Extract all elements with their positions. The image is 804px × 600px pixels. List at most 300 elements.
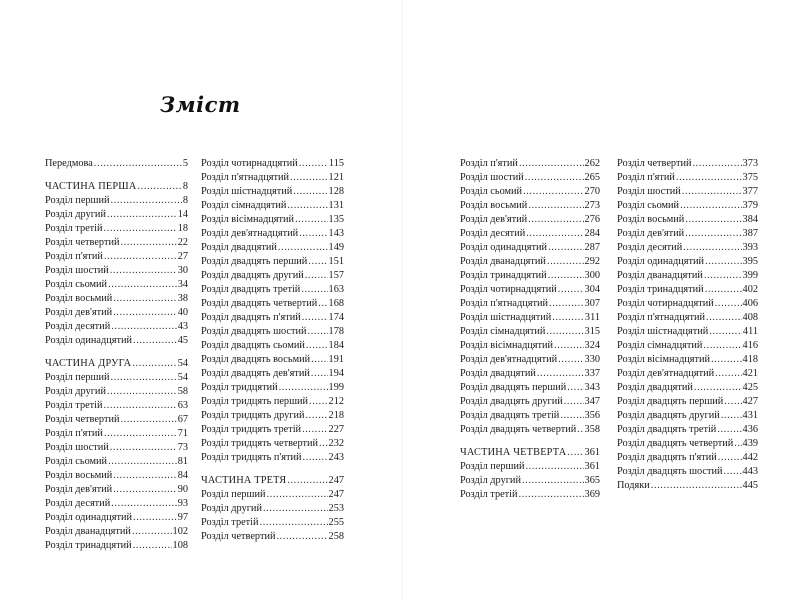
toc-entry[interactable] [201, 451, 344, 465]
toc-entry-page-number: 258 [328, 531, 344, 542]
toc-entry[interactable] [460, 269, 600, 283]
toc-entry-label: Розділ тринадцятий [617, 284, 704, 295]
toc-entry-page-number: 373 [742, 158, 758, 169]
toc-entry[interactable] [201, 297, 344, 311]
dot-leader [108, 455, 177, 469]
dot-leader [111, 497, 176, 511]
toc-entry[interactable] [45, 511, 188, 525]
toc-entry-label: Розділ другий [460, 475, 521, 486]
dot-leader [311, 353, 327, 367]
toc-entry-page-number: 330 [584, 354, 600, 365]
toc-entry[interactable] [45, 208, 188, 222]
toc-entry-label: Розділ дев'ятнадцятий [460, 354, 558, 365]
toc-entry-label: Розділ двадцять другий [201, 270, 304, 281]
toc-entry-page-number: 14 [177, 209, 188, 220]
toc-entry-page-number: 399 [742, 270, 758, 281]
toc-entry-label: Розділ десятий [45, 498, 111, 509]
dot-leader [577, 423, 583, 437]
toc-entry-page-number: 143 [328, 228, 344, 239]
toc-entry-label: Розділ дванадцятий [617, 270, 703, 281]
toc-entry-page-number: 128 [328, 186, 344, 197]
dot-leader [724, 395, 741, 409]
toc-entry-page-number: 67 [177, 414, 188, 425]
toc-entry-page-number: 199 [328, 382, 344, 393]
toc-entry[interactable] [201, 185, 344, 199]
dot-leader [276, 530, 327, 544]
toc-entry[interactable] [617, 255, 758, 269]
toc-entry[interactable] [45, 525, 188, 539]
toc-entry[interactable] [617, 395, 758, 409]
toc-entry-page-number: 102 [172, 526, 188, 537]
toc-entry[interactable] [617, 171, 758, 185]
dot-leader [113, 469, 176, 483]
toc-entry-page-number: 191 [328, 354, 344, 365]
toc-entry[interactable] [45, 236, 188, 250]
toc-entry-page-number: 38 [177, 293, 188, 304]
toc-entry-label: Розділ четвертий [617, 158, 692, 169]
toc-entry[interactable] [45, 441, 188, 455]
toc-entry-page-number: 411 [742, 326, 758, 337]
dot-leader [692, 157, 741, 171]
dot-leader [308, 255, 327, 269]
toc-entry[interactable] [617, 339, 758, 353]
toc-entry[interactable] [45, 469, 188, 483]
toc-entry-page-number: 163 [328, 284, 344, 295]
toc-entry[interactable] [460, 474, 600, 488]
toc-entry-page-number: 247 [328, 475, 344, 486]
dot-leader [279, 381, 328, 395]
dot-leader [685, 227, 741, 241]
dot-leader [104, 222, 177, 236]
toc-entry[interactable] [201, 516, 344, 530]
toc-entry-page-number: 416 [742, 340, 758, 351]
toc-entry[interactable] [45, 385, 188, 399]
toc-entry-label: Розділ двадцять шостий [617, 466, 723, 477]
toc-entry-label: Розділ двадцять четвертий [201, 298, 318, 309]
toc-entry-page-number: 168 [328, 298, 344, 309]
toc-entry[interactable] [617, 185, 758, 199]
toc-entry[interactable] [617, 437, 758, 451]
toc-entry-label: Розділ двадцять перший [617, 396, 724, 407]
toc-entry[interactable] [617, 423, 758, 437]
toc-entry-label: Розділ вісімнадцятий [201, 214, 295, 225]
toc-entry[interactable] [201, 283, 344, 297]
toc-entry[interactable] [45, 222, 188, 236]
toc-entry-page-number: 402 [742, 284, 758, 295]
toc-entry[interactable] [45, 455, 188, 469]
toc-entry-page-number: 178 [328, 326, 344, 337]
toc-entry-label: Розділ сьомий [460, 186, 523, 197]
dot-leader [519, 488, 584, 502]
toc-entry-page-number: 384 [742, 214, 758, 225]
dot-leader [113, 306, 177, 320]
dot-leader [302, 423, 327, 437]
toc-entry[interactable] [201, 339, 344, 353]
toc-entry-page-number: 284 [584, 228, 600, 239]
toc-entry[interactable] [460, 325, 600, 339]
toc-entry-page-number: 108 [172, 540, 188, 551]
toc-entry-label: Розділ дванадцятий [460, 256, 546, 267]
toc-entry[interactable] [617, 199, 758, 213]
page-gutter [401, 0, 403, 600]
dot-leader [683, 241, 741, 255]
toc-entry[interactable] [201, 325, 344, 339]
toc-entry[interactable] [45, 250, 188, 264]
dot-leader [711, 353, 741, 367]
toc-entry-page-number: 439 [742, 438, 758, 449]
dot-leader [133, 511, 177, 525]
toc-entry[interactable] [201, 269, 344, 283]
toc-entry-label: Розділ чотирнадцятий [201, 158, 298, 169]
toc-entry-page-number: 387 [742, 228, 758, 239]
dot-leader [546, 325, 583, 339]
toc-entry-page-number: 54 [177, 358, 188, 369]
dot-leader [548, 269, 584, 283]
toc-entry[interactable] [617, 157, 758, 171]
toc-part-heading[interactable] [201, 474, 344, 488]
toc-entry[interactable] [617, 465, 758, 479]
dot-leader [120, 236, 176, 250]
dot-leader [306, 339, 328, 353]
toc-entry-label: Розділ двадцятий [617, 382, 693, 393]
toc-entry[interactable] [460, 339, 600, 353]
toc-entry-page-number: 253 [328, 503, 344, 514]
toc-entry[interactable] [617, 227, 758, 241]
toc-entry[interactable] [201, 437, 344, 451]
toc-entry-label: Розділ двадцять другий [460, 396, 563, 407]
toc-entry[interactable] [460, 367, 600, 381]
toc-entry[interactable] [460, 213, 600, 227]
dot-leader [706, 311, 742, 325]
toc-entry-label: Розділ третій [45, 400, 103, 411]
toc-entry-page-number: 40 [177, 307, 188, 318]
toc-entry[interactable] [45, 497, 188, 511]
toc-entry-page-number: 194 [328, 368, 344, 379]
toc-entry[interactable] [45, 306, 188, 320]
dot-leader [260, 516, 328, 530]
toc-entry[interactable] [201, 530, 344, 544]
dot-leader [548, 241, 584, 255]
toc-entry-page-number: 276 [584, 214, 600, 225]
toc-entry-label: Розділ сімнадцятий [617, 340, 703, 351]
toc-entry[interactable] [617, 353, 758, 367]
toc-entry-label: Розділ двадцять другий [617, 410, 720, 421]
toc-entry[interactable] [45, 413, 188, 427]
toc-entry-label: Розділ другий [201, 503, 262, 514]
page-title: Зміст [160, 92, 241, 117]
toc-entry[interactable] [617, 283, 758, 297]
dot-leader [107, 385, 177, 399]
toc-entry-page-number: 442 [742, 452, 758, 463]
toc-entry-page-number: 262 [584, 158, 600, 169]
toc-entry-label: Розділ тринадцятий [460, 270, 547, 281]
dot-leader [717, 423, 741, 437]
dot-leader [651, 479, 742, 493]
toc-entry-label: Розділ чотирнадцятий [460, 284, 557, 295]
toc-entry[interactable] [460, 423, 600, 437]
toc-entry[interactable] [45, 292, 188, 306]
toc-entry[interactable] [460, 460, 600, 474]
toc-entry-label: ЧАСТИНА ПЕРША [45, 181, 137, 192]
toc-entry[interactable] [460, 185, 600, 199]
dot-leader [311, 367, 328, 381]
toc-entry[interactable] [460, 227, 600, 241]
toc-entry-page-number: 369 [584, 489, 600, 500]
toc-entry-page-number: 265 [584, 172, 600, 183]
toc-entry[interactable] [45, 334, 188, 348]
toc-entry[interactable] [617, 311, 758, 325]
toc-entry[interactable] [45, 483, 188, 497]
toc-entry-label: Розділ одинадцятий [45, 512, 133, 523]
toc-entry[interactable] [201, 157, 344, 171]
toc-entry[interactable] [45, 157, 188, 171]
toc-entry-label: Розділ двадцять шостий [201, 326, 307, 337]
toc-entry-label: Розділ шістнадцятий [617, 326, 709, 337]
toc-entry[interactable] [617, 325, 758, 339]
toc-part-heading[interactable] [45, 180, 188, 194]
toc-entry-page-number: 255 [328, 517, 344, 528]
toc-entry-page-number: 121 [328, 172, 344, 183]
toc-entry-page-number: 443 [742, 466, 758, 477]
toc-entry-page-number: 307 [584, 298, 600, 309]
toc-entry-label: Розділ шостий [617, 186, 681, 197]
toc-column-1 [45, 157, 188, 553]
toc-entry-label: Розділ тридцять другий [201, 410, 305, 421]
toc-entry-label: Розділ шістнадцятий [460, 312, 552, 323]
toc-entry-label: Розділ двадцять перший [201, 256, 308, 267]
toc-entry[interactable] [617, 479, 758, 493]
toc-entry-page-number: 421 [742, 368, 758, 379]
toc-entry-label: Розділ восьмий [45, 293, 113, 304]
dot-leader [133, 334, 177, 348]
toc-entry[interactable] [460, 488, 600, 502]
dot-leader [94, 157, 182, 171]
toc-entry[interactable] [460, 381, 600, 395]
toc-entry[interactable] [460, 353, 600, 367]
toc-entry-label: Розділ третій [45, 223, 103, 234]
toc-entry-label: Розділ п'ятий [45, 251, 103, 262]
toc-entry-page-number: 93 [177, 498, 188, 509]
toc-entry-page-number: 135 [328, 214, 344, 225]
toc-entry[interactable] [201, 395, 344, 409]
dot-leader [309, 395, 328, 409]
dot-leader [523, 185, 583, 199]
toc-entry-label: Розділ перший [45, 195, 110, 206]
toc-entry-label: Розділ тридцять перший [201, 396, 309, 407]
toc-entry-page-number: 27 [177, 251, 188, 262]
toc-entry-label: Розділ одинадцятий [617, 256, 705, 267]
toc-entry-label: Розділ дев'ятий [460, 214, 528, 225]
toc-entry[interactable] [201, 353, 344, 367]
toc-entry-label: Розділ четвертий [45, 414, 120, 425]
toc-entry[interactable] [617, 241, 758, 255]
toc-entry[interactable] [45, 539, 188, 553]
dot-leader [558, 283, 584, 297]
toc-entry-page-number: 18 [177, 223, 188, 234]
dot-leader [299, 227, 327, 241]
toc-entry[interactable] [201, 423, 344, 437]
toc-entry[interactable] [617, 269, 758, 283]
dot-leader [287, 199, 327, 213]
toc-entry[interactable] [460, 199, 600, 213]
toc-entry[interactable] [45, 427, 188, 441]
toc-entry-label: Розділ одинадцятий [460, 242, 548, 253]
dot-leader [718, 451, 742, 465]
toc-entry-label: Розділ дев'ятий [45, 307, 113, 318]
dot-leader [537, 367, 584, 381]
toc-entry[interactable] [201, 213, 344, 227]
toc-entry-page-number: 343 [584, 382, 600, 393]
dot-leader [567, 446, 583, 460]
toc-entry[interactable] [45, 278, 188, 292]
toc-entry[interactable] [460, 255, 600, 269]
toc-entry-label: Подяки [617, 480, 650, 491]
toc-entry-label: Розділ сімнадцятий [460, 326, 546, 337]
dot-leader [308, 325, 328, 339]
toc-entry-page-number: 174 [328, 312, 344, 323]
toc-entry-page-number: 292 [584, 256, 600, 267]
toc-entry-page-number: 379 [742, 200, 758, 211]
toc-entry[interactable] [460, 283, 600, 297]
toc-entry-page-number: 445 [742, 480, 758, 491]
toc-entry-label: Розділ двадцять п'ятий [617, 452, 717, 463]
toc-entry-page-number: 81 [177, 456, 188, 467]
dot-leader [547, 255, 584, 269]
toc-entry[interactable] [617, 451, 758, 465]
toc-entry-page-number: 54 [177, 372, 188, 383]
toc-entry[interactable] [201, 367, 344, 381]
toc-entry-label: Розділ тридцять четвертий [201, 438, 319, 449]
toc-entry[interactable] [201, 199, 344, 213]
toc-entry-label: Розділ вісімнадцятий [460, 340, 554, 351]
toc-entry[interactable] [45, 399, 188, 413]
toc-entry-label: Розділ восьмий [617, 214, 685, 225]
toc-entry[interactable] [201, 311, 344, 325]
toc-entry-page-number: 375 [742, 172, 758, 183]
toc-entry[interactable] [201, 502, 344, 516]
toc-entry-page-number: 356 [584, 410, 600, 421]
toc-entry-label: Розділ двадцять п'ятий [201, 312, 301, 323]
toc-entry[interactable] [45, 194, 188, 208]
toc-entry[interactable] [460, 241, 600, 255]
toc-entry-label: Розділ шостий [45, 265, 109, 276]
toc-part-heading[interactable] [460, 446, 600, 460]
dot-leader [293, 185, 327, 199]
toc-entry-page-number: 115 [328, 158, 344, 169]
toc-entry[interactable] [201, 488, 344, 502]
toc-entry[interactable] [45, 320, 188, 334]
toc-entry[interactable] [45, 264, 188, 278]
toc-entry-page-number: 315 [584, 326, 600, 337]
toc-entry[interactable] [460, 297, 600, 311]
toc-entry-label: Розділ двадцять дев'ятий [201, 368, 310, 379]
dot-leader [290, 171, 328, 185]
toc-entry-page-number: 232 [328, 438, 344, 449]
toc-entry[interactable] [460, 171, 600, 185]
toc-entry[interactable] [201, 255, 344, 269]
dot-leader [705, 283, 742, 297]
toc-entry-page-number: 149 [328, 242, 344, 253]
dot-leader [526, 460, 584, 474]
dot-leader [111, 194, 182, 208]
toc-entry-page-number: 304 [584, 284, 600, 295]
toc-entry-page-number: 58 [177, 386, 188, 397]
toc-entry[interactable] [617, 367, 758, 381]
toc-entry-page-number: 365 [584, 475, 600, 486]
toc-entry-label: Розділ дванадцятий [45, 526, 131, 537]
toc-entry[interactable] [201, 171, 344, 185]
toc-entry-page-number: 377 [742, 186, 758, 197]
dot-leader [715, 367, 741, 381]
toc-entry[interactable] [201, 409, 344, 423]
toc-entry-label: Розділ одинадцятий [45, 335, 133, 346]
dot-leader [278, 241, 328, 255]
toc-entry[interactable] [617, 297, 758, 311]
toc-entry-label: Розділ двадцятий [460, 368, 536, 379]
dot-leader [525, 171, 584, 185]
toc-entry-page-number: 184 [328, 340, 344, 351]
toc-entry-label: Розділ третій [460, 489, 518, 500]
dot-leader [133, 539, 172, 553]
toc-entry-label: Розділ п'ятий [617, 172, 675, 183]
dot-leader [567, 381, 583, 395]
toc-entry-label: Розділ двадцять перший [460, 382, 567, 393]
toc-entry-label: Розділ восьмий [45, 470, 113, 481]
dot-leader [549, 297, 584, 311]
dot-leader [715, 297, 742, 311]
dot-leader [558, 353, 583, 367]
toc-entry-label: Розділ четвертий [201, 531, 276, 542]
toc-entry[interactable] [201, 227, 344, 241]
toc-entry-page-number: 418 [742, 354, 758, 365]
toc-entry-label: ЧАСТИНА ЧЕТВЕРТА [460, 447, 567, 458]
toc-entry-label: Розділ десятий [45, 321, 111, 332]
toc-entry-page-number: 436 [742, 424, 758, 435]
dot-leader [560, 409, 583, 423]
toc-entry-label: Розділ вісімнадцятий [617, 354, 711, 365]
toc-entry-page-number: 71 [177, 428, 188, 439]
toc-entry[interactable] [617, 381, 758, 395]
toc-entry-page-number: 243 [328, 452, 344, 463]
dot-leader [319, 437, 328, 451]
toc-entry[interactable] [45, 371, 188, 385]
toc-entry[interactable] [460, 157, 600, 171]
toc-entry-page-number: 247 [328, 489, 344, 500]
toc-entry[interactable] [460, 395, 600, 409]
dot-leader [108, 278, 177, 292]
toc-entry[interactable] [460, 311, 600, 325]
toc-entry-page-number: 30 [177, 265, 188, 276]
dot-leader [526, 227, 583, 241]
dot-leader [685, 213, 741, 227]
toc-entry-label: Розділ сьомий [45, 456, 108, 467]
dot-leader [528, 199, 583, 213]
toc-entry[interactable] [460, 409, 600, 423]
dot-leader [704, 269, 742, 283]
toc-part-heading[interactable] [45, 357, 188, 371]
toc-entry-label: Розділ тридцять третій [201, 424, 302, 435]
dot-leader [267, 488, 328, 502]
toc-entry[interactable] [617, 213, 758, 227]
toc-entry-page-number: 311 [584, 312, 600, 323]
toc-entry[interactable] [201, 381, 344, 395]
toc-entry[interactable] [201, 241, 344, 255]
toc-entry-label: Розділ другий [45, 386, 106, 397]
dot-leader [113, 483, 177, 497]
toc-entry-page-number: 90 [177, 484, 188, 495]
toc-entry[interactable] [617, 409, 758, 423]
toc-entry-page-number: 270 [584, 186, 600, 197]
